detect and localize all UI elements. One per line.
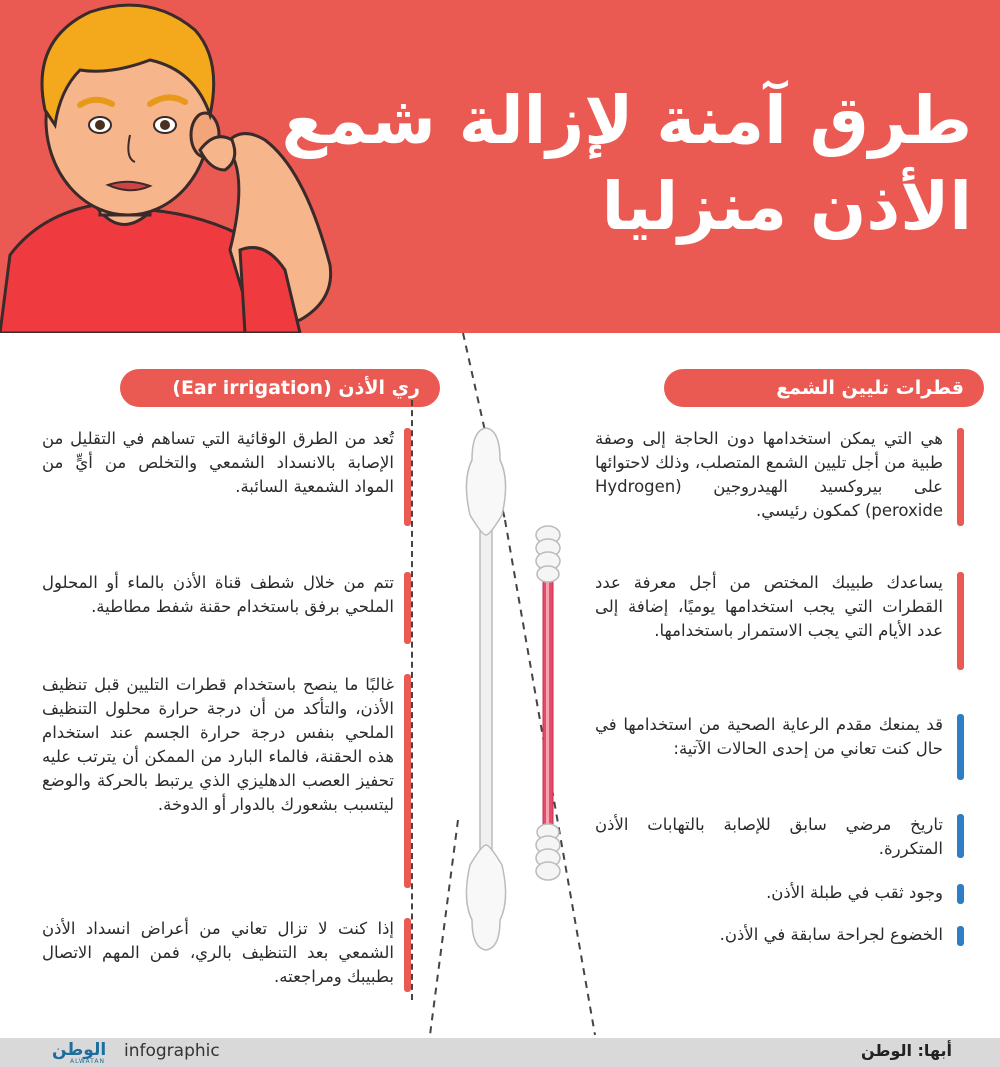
right-item-3-bar <box>957 714 964 780</box>
title-line-2: الأذن منزليا <box>601 168 972 245</box>
footer-infographic-label: infographic <box>124 1041 220 1061</box>
left-item-3: غالبًا ما ينصح باستخدام قطرات التليين قبل تنظيف الأذن، والتأكد من أن درجة حرارة محلول التنظيف الملحي بنفس درجة حرارة الجسم عند استخدام هذه الحقنة، فالماء البارد من الممكن أن يترتب عليه تحفيز العصب الدهليزي الذي يرتبط بالحركة والوضع ليتسبب بشعورك بالدوار أو الدوخة. <box>42 675 394 814</box>
title-line-1: طرق آمنة لإزالة شمع <box>281 82 972 159</box>
right-item-2-bar <box>957 572 964 670</box>
left-item-2: تتم من خلال شطف قناة الأذن بالماء أو المحلول الملحي برفق باستخدام حقنة شفط مطاطية. <box>42 573 394 616</box>
page-title <box>272 78 972 250</box>
footer-credit: أبها: الوطن <box>860 1041 952 1060</box>
right-item-1-bar <box>957 428 964 526</box>
right-item-1: هي التي يمكن استخدامها دون الحاجة إلى وصفة طبية من أجل تليين الشمع المتصلب، وذلك لاحتوائها على بيروكسيد الهيدروجين (Hydrogen peroxide) كمكون رئيسي. <box>595 429 943 520</box>
footer-bar <box>0 1038 1000 1067</box>
left-item-1: تُعد من الطرق الوقائية التي تساهم في التقليل من الإصابة بالانسداد الشمعي والتخلص من أيٍّ من المواد الشمعية السائبة. <box>42 429 394 496</box>
brand-logo-subtext: ALWATAN <box>70 1058 105 1065</box>
right-item-3: قد يمنعك مقدم الرعاية الصحية من استخدامها في حال كنت تعاني من إحدى الحالات الآتية: <box>595 715 943 758</box>
left-item-4-bar <box>404 918 411 992</box>
section-title-ear-irrigation: ري الأذن (Ear irrigation) <box>120 369 440 407</box>
brand-logo: الوطن <box>52 1040 107 1060</box>
left-column-dashed-line <box>411 400 413 1000</box>
left-item-1-bar <box>404 428 411 526</box>
section-title-softening-drops: قطرات تليين الشمع <box>664 369 984 407</box>
right-item-4-bar <box>957 814 964 858</box>
left-item-4: إذا كنت لا تزال تعاني من أعراض انسداد الأذن الشمعي بعد التنظيف بالري، فمن المهم الاتصال بطبيبك ومراجعته. <box>42 919 394 986</box>
right-item-5: وجود ثقب في طبلة الأذن. <box>766 883 943 902</box>
left-item-3-bar <box>404 674 411 888</box>
header-banner <box>0 0 1000 333</box>
right-item-6-bar <box>957 926 964 946</box>
right-item-2: يساعدك طبيبك المختص من أجل معرفة عدد القطرات التي يجب استخدامها يوميًا، إضافة إلى عدد الأيام التي يجب الاستمرار باستخدامها. <box>595 573 943 640</box>
left-item-2-bar <box>404 572 411 644</box>
right-item-5-bar <box>957 884 964 904</box>
right-item-6: الخضوع لجراحة سابقة في الأذن. <box>719 925 943 944</box>
cotton-swab-illustration <box>440 420 580 970</box>
right-item-4: تاريخ مرضي سابق للإصابة بالتهابات الأذن المتكررة. <box>595 815 943 858</box>
